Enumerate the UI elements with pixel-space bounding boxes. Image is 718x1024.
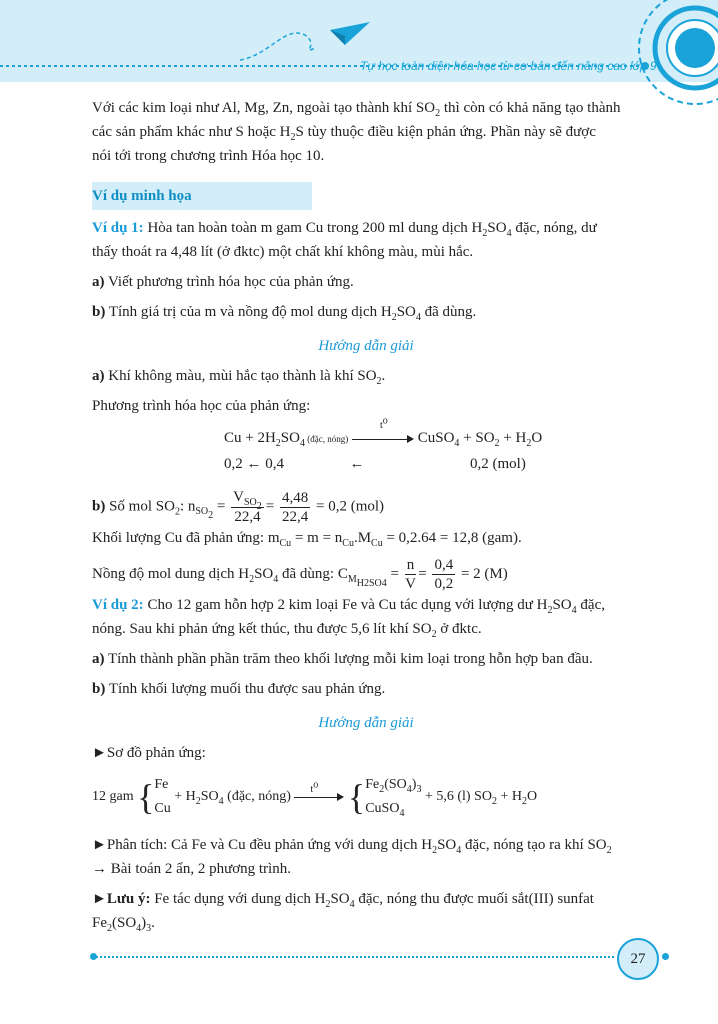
solution-text: đã dùng: C: [278, 565, 348, 582]
note-text: Fe tác dụng với dung dịch H: [150, 891, 326, 907]
footer-divider: [96, 956, 614, 958]
intro-text: thì còn có khả năng tạo thành: [440, 100, 621, 116]
analysis-text: SO: [437, 837, 457, 853]
scheme-text: SO: [200, 789, 219, 805]
note-text: (SO: [112, 915, 137, 931]
scheme-text: (đặc, nóng): [223, 789, 291, 805]
fraction: [280, 489, 310, 526]
example-2-problem: Ví dụ 2: Cho 12 gam hỗn hợp 2 kim loại Fe và Cu tác dụng với lượng dư $H_2SO_4$ đặc, nóng. Sau khi phản ứng kết thúc, thu được 5,6 lít khí $SO_2$ ở đktc.: [92, 597, 605, 640]
reactant: Cu: [154, 801, 171, 816]
solution-heading: Hướng dẫn giải: [318, 715, 414, 731]
analysis-label: Phân tích:: [106, 837, 168, 853]
analysis-text: đặc, nóng tạo ra khí SO: [461, 837, 607, 853]
problem-text: Hòa tan hoàn toàn m gam Cu trong 200 ml dung dịch H: [143, 220, 483, 236]
mass-line: Khối lượng Cu đã phản ứng: $m_{Cu} = m = n_{Cu}.M_{Cu} = 0,2.64 = 12,8$ (gam).: [92, 530, 522, 549]
problem-text: SO: [552, 597, 572, 613]
intro-text: S tùy thuộc điều kiện phản ứng. Phần này sẽ được: [295, 124, 596, 140]
intro-text: nói tới trong chương trình Hóa học 10.: [92, 148, 325, 164]
product: (SO: [384, 777, 407, 792]
question-a: [92, 270, 640, 294]
example-1-problem: Ví dụ 1: Hòa tan hoàn toàn m gam Cu trong 200 ml dung dịch $H_2SO_4$ đặc, nóng, dư thấy thoát ra 4,48 lít (ở đktc) một chất khí không màu, mùi hắc.: [92, 220, 597, 260]
question-text: đã dùng.: [420, 304, 477, 320]
mole-text: 0,2 (mol): [470, 456, 526, 472]
equation-line: $Cu + 2H_2SO_4$ (đặc, nóng) CuSO$_4$ + $SO_2 + H_2O$: [224, 430, 543, 449]
fraction: $\frac{V_{SO_2}}{22,4}$: [233, 489, 262, 525]
product: ): [411, 777, 417, 792]
problem-text: thấy thoát ra 4,48 lít (ở đktc) một chất khí không màu, mùi hắc.: [92, 244, 474, 260]
scheme-text: + 5,6 (l) SO: [424, 789, 492, 805]
brace-icon: {: [347, 777, 366, 817]
equation-text: + H: [499, 430, 527, 446]
reactant: Fe: [154, 777, 169, 792]
solution-text: Nồng độ mol dung dịch H: [92, 565, 250, 582]
reaction-arrow-icon: [294, 779, 344, 802]
problem-text: ở đktc.: [436, 621, 482, 637]
temperature-label: $t^o$: [310, 779, 319, 795]
equation-text: SO: [280, 430, 300, 446]
temp-symbol: t: [310, 784, 314, 795]
analysis-text: → Bài toán 2 ẩn, 2 phương trình.: [92, 861, 291, 877]
solution-text: .: [381, 368, 386, 384]
question-text: Viết phương trình hóa học của phản ứng.: [104, 274, 354, 290]
note-text: .: [151, 915, 155, 931]
analysis-text: Cả Fe và Cu đều phản ứng với dung dịch H: [167, 837, 433, 853]
solution-text: = 0,2.64 = 12,8 (gam).: [382, 530, 522, 546]
question-label: b): [92, 304, 106, 320]
question-b: [92, 677, 640, 701]
note-text: SO: [330, 891, 350, 907]
analysis-paragraph: ► Phân tích: Cả Fe và Cu đều phản ứng với dung dịch $H_2SO_4$ đặc, nóng tạo ra khí $SO_2$ → Bài toán 2 ẩn, 2 phương trình.: [92, 833, 640, 881]
example-label: Ví dụ 1:: [92, 220, 144, 236]
note-label: Lưu ý:: [106, 891, 151, 907]
problem-text: Cho 12 gam hỗn hợp 2 kim loại Fe và Cu tác dụng với lượng dư H: [143, 597, 548, 613]
question-b: b) Tính giá trị của m và nồng độ mol dung dịch $H_2SO_4$ đã dùng.: [92, 304, 477, 323]
question-text: SO: [396, 304, 416, 320]
solution-label: b): [92, 498, 106, 515]
equation-condition: (đặc, nóng): [304, 434, 349, 444]
scheme-text: O: [526, 789, 538, 805]
page-content: [92, 96, 640, 935]
problem-text: nóng. Sau khi phản ứng kết thúc, thu được 5,6 lít khí SO: [92, 621, 432, 637]
scheme-text: + H: [174, 789, 196, 805]
note-text: Fe: [92, 915, 107, 931]
question-label: a): [92, 651, 105, 667]
triangle-marker-icon: [92, 837, 107, 853]
question-text: Tính giá trị của m và nồng độ mol dung dịch H: [105, 304, 392, 320]
solution-text: = m = n: [291, 530, 343, 546]
scheme-mass: 12 gam: [92, 789, 134, 805]
fraction: [432, 556, 455, 593]
fraction-denominator: V: [405, 576, 416, 592]
question-text: Tính thành phần phần trăm theo khối lượng mỗi kim loại trong hỗn hợp ban đầu.: [104, 651, 593, 667]
result-text: = 2 (M): [460, 565, 508, 582]
intro-text: Với các kim loại như Al, Mg, Zn, ngoài tạo thành khí SO: [92, 100, 436, 116]
problem-text: đặc, nóng, dư: [511, 220, 597, 236]
question-label: b): [92, 681, 106, 697]
problem-text: SO: [487, 220, 507, 236]
triangle-marker-icon: [92, 745, 107, 761]
intro-paragraph: Với các kim loại như Al, Mg, Zn, ngoài tạo thành khí $SO_2$ thì còn có khả năng tạo thành các sản phẩm khác như S hoặc $H_2S$ tùy thuộc điều kiện phản ứng. Phần này sẽ được nói tới trong chương trình Hóa học 10.: [92, 100, 621, 164]
reactant-list: [154, 773, 170, 821]
solution-text: Khối lượng Cu đã phản ứng: m: [92, 530, 280, 546]
note-text: đặc, nóng thu được muối sắt(III) sunfat: [354, 891, 594, 907]
concentration-line: Nồng độ mol dung dịch $H_2SO_4$ đã dùng: $C_{M_{H2SO4}}$ = $\frac{n}{V}$ = $\frac{0,4}{0,2}$ = 2 (M): [92, 557, 508, 592]
solution-label: a): [92, 368, 105, 384]
product: CuSO: [365, 801, 400, 816]
fraction-denominator: 22,4: [234, 509, 261, 525]
scheme-intro-text: Sơ đồ phản ứng:: [106, 745, 206, 761]
question-label: a): [92, 274, 105, 290]
product: Fe: [365, 777, 380, 792]
triangle-marker-icon: [92, 891, 107, 907]
problem-text: đặc,: [576, 597, 605, 613]
section-title: Ví dụ minh họa: [92, 188, 192, 204]
equation-text: CuSO: [413, 430, 455, 446]
note-text: ): [141, 915, 147, 931]
solution-b: b) Số mol $SO_2$: $n_{SO_2}$ = $\frac{V_{SO_2}}{22,4}$ = $\frac{4,48}{22,4}$ = 0,2 (mol): [92, 489, 385, 525]
solution-a: a) Khí không màu, mùi hắc tạo thành là khí $SO_2$.: [92, 368, 386, 387]
mole-line: [224, 452, 526, 476]
fraction-denominator: 0,2: [434, 576, 454, 592]
solution-text: SO: [254, 565, 274, 582]
formula-symbol: n: [187, 498, 196, 515]
solution-text: .M: [353, 530, 372, 546]
equation-text: Cu + 2H: [224, 430, 276, 446]
example-label: Ví dụ 2:: [92, 597, 144, 613]
equation-text: O: [531, 430, 543, 446]
intro-text: các sản phẩm khác như S hoặc H: [92, 124, 291, 140]
fraction-numerator: 4,48: [282, 489, 309, 506]
fraction-denominator: 22,4: [282, 508, 309, 525]
scheme-intro: [92, 741, 640, 765]
note-paragraph: ► Lưu ý: Fe tác dụng với dung dịch $H_2SO_4$ đặc, nóng thu được muối sắt(III) sunfat $Fe_2(SO_4)_3$.: [92, 887, 640, 935]
fraction-numerator: V: [233, 489, 244, 505]
product-list: $Fe_2(SO_4)_3$ CuSO$_4$: [365, 777, 422, 819]
target-circle-icon: [639, 0, 718, 104]
fraction: [405, 556, 417, 593]
fraction-numerator: 0,4: [434, 557, 454, 573]
footer-dot: [662, 953, 669, 960]
solution-heading: Hướng dẫn giải: [318, 338, 414, 354]
mole-text: 0,2 ← 0,4: [224, 456, 284, 472]
paper-plane-icon: [330, 22, 370, 45]
equation-intro: Phương trình hóa học của phản ứng:: [92, 398, 311, 414]
scheme-text: + H: [496, 789, 522, 805]
solution-text: Số mol SO: [105, 498, 175, 515]
brace-icon: {: [137, 777, 155, 817]
solution-text: Khí không màu, mùi hắc tạo thành là khí SO: [104, 368, 377, 384]
question-a: [92, 647, 640, 671]
page-number: 27: [617, 938, 659, 980]
chemical-equation: [92, 415, 640, 478]
temp-symbol: t: [380, 420, 383, 431]
question-text: Tính khối lượng muối thu được sau phản ứng.: [105, 681, 386, 697]
section-heading: [92, 182, 312, 210]
reaction-scheme: 12 gam {Fe $Cu + H_2SO_4$ (đặc, nóng) $t^o$ {$Fe_2(SO_4)_3$ CuSO$_4$ + 5,6 (l) $SO_2 + H_2O$: [92, 773, 640, 827]
header-title: Tự học toàn diện hóa học từ cơ bản đến nâng cao lớp 9: [360, 59, 657, 73]
result-text: = 0,2 (mol): [316, 498, 385, 515]
temperature-label: $t^o$: [380, 415, 388, 431]
fraction-numerator: n: [406, 557, 415, 573]
equation-text: + SO: [459, 430, 495, 446]
mole-arrow: ←: [349, 456, 365, 472]
